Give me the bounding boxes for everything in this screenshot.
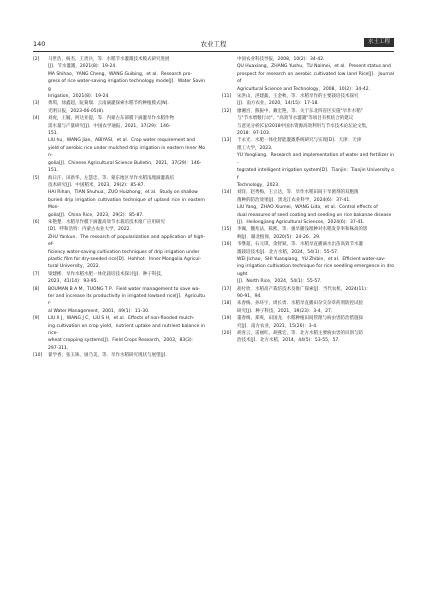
- reference-line: 溉栽培技术[J]．北方水稻，2024，54(1)：55-57．: [237, 249, 342, 255]
- reference-line: ing cultivation on crop yield，nutrient uptake and nutrient balance in rice-: [48, 323, 205, 337]
- reference-number: [12]: [222, 108, 232, 114]
- reference-line: 菌种的防治效果[J]．黑龙江农业科学，2024(6)：37-41．: [237, 197, 354, 203]
- reference-entry: [222, 137, 394, 189]
- reference-line: 研究[J]．种子科技，2021，39(23)：3-4，27．: [237, 308, 336, 314]
- reference-line: 朱艳楚．水稻旱作膜下滴灌高效节水栽培技术推广应用研究: [48, 219, 165, 225]
- reference-line: ter and increase its productivity in irrigated lowland rice[J]．Agricultur-: [48, 294, 205, 307]
- reference-line: gress of rice water-saving irrigation technology mode[J]．Water Saving: [48, 79, 205, 92]
- reference-line: [J]．Heilongjiang Agricultural Sciences，2024(6)：37-41．: [237, 219, 368, 225]
- reference-line: golia[J]．China Rice，2023，29(2)：85-87．: [48, 212, 147, 218]
- reference-entry: [33, 175, 205, 219]
- reference-number: [14]: [222, 190, 232, 196]
- reference-line: tural University，2022．: [48, 264, 104, 270]
- reference-number: [17]: [222, 286, 232, 292]
- reference-line: 需水量与产量研究[J]．中国农学通报，2021，37(29)：146-: [48, 123, 171, 129]
- reference-number: [15]: [222, 227, 232, 233]
- reference-line: 151．: [48, 168, 62, 174]
- reference-line: dual measures of seed coating and seeding on rice bakanae disease: [237, 212, 392, 218]
- section-badge: 水土工程: [364, 38, 394, 47]
- reference-entry: [222, 108, 394, 138]
- reference-line: 胡付欣．水稻高产栽培技术及推广探索[J]．当代农机，2024(11)：: [237, 286, 371, 292]
- reference-line: 297-311．: [48, 345, 72, 351]
- reference-line: 理工大学，2023．: [237, 145, 276, 151]
- reference-entry: [222, 241, 394, 285]
- reference-line: 李佩，魏兆法，陈熙，等．强旱播浅埋种对水稻发芽率和株高的影: [237, 227, 368, 233]
- reference-number: [18]: [222, 301, 232, 307]
- reference-entry: [222, 189, 394, 226]
- reference-line: BOUMAN B A M，TUONG T P．Field water management to save wa-: [48, 286, 200, 292]
- reference-line: 技术研究[J]．中国稻米，2023，29(2)：85-87．: [48, 182, 148, 188]
- reference-line: 胡喜云，雷丽红，胡燕宏，等．北方水稻主要病虫害的识别与防: [237, 331, 363, 337]
- reference-entry: [222, 286, 394, 301]
- reference-line: 于永光．水肥一体化智能灌溉系统研究与实现[D]．天津：天津: [237, 138, 361, 144]
- reference-line: 韦继超，石元琪，余智斌，等．水稻旱直播滴水出苗高效节水灌: [237, 242, 363, 248]
- reference-number: [8]: [33, 286, 40, 292]
- reference-number: [2]: [33, 57, 40, 62]
- reference-line: yield of aerobic rice under mulched drip irrigation in eastern Inner Mon-: [48, 145, 206, 159]
- reference-line: 与意见分析[C]//2018中国水资源高效利用与节水技术论坛论文集，: [237, 123, 371, 129]
- reference-entry: [33, 271, 205, 286]
- reference-line: 90-91，94．: [237, 294, 265, 299]
- reference-entry: [33, 100, 205, 115]
- reference-line: prospect for research on aerobic cultivated low land Rice[J]．Journal of: [237, 71, 394, 85]
- reference-line: wheat cropping systems[J]．Field Crops Research，2003，83(3)：: [48, 338, 197, 344]
- reference-line: 黄琪，徐鑫超，阮菊瑞．云南滴灌探索水稻节约种植模式[N]．: [48, 101, 172, 107]
- reference-entry: [222, 93, 394, 108]
- reference-number: [20]: [222, 331, 232, 337]
- reference-number: [4]: [33, 116, 40, 122]
- reference-line: YU Yongliang．Research and implementation of water and fertilizer in-: [237, 153, 394, 166]
- reference-number: [19]: [222, 316, 232, 322]
- reference-number: [9]: [33, 316, 40, 322]
- page-header: [33, 38, 394, 50]
- reference-line: 宋洪山，洪建蔬，王金秋，等．水稻旱作的主要栽培技术探究: [237, 94, 359, 100]
- reference-line: [D]．呼和浩特：内蒙古农业大学，2022．: [48, 227, 134, 233]
- reference-line: 刘虎，王毓，阿达亚提，等．内蒙古东部膜下滴灌旱作水稻作物: [48, 116, 174, 122]
- reference-number: [16]: [222, 242, 232, 248]
- reference-line: tegrated intelligent irrigation system[D]．Tianjin：Tianjin University of: [237, 168, 394, 181]
- reference-line: 2023，41(14)：93-95．: [48, 279, 101, 285]
- reference-line: LIU hu，WANG Jian，ABIYASI，et al．Crop water requirement and: [48, 138, 195, 144]
- reference-line: 治技术[J]．北方水稻，2014，44(5)：53-55，57．: [237, 338, 343, 344]
- reference-line: golia[J]．Chinese Agricultural Science Bulletin，2021，37(29)：146-: [48, 160, 202, 166]
- header-rule: [33, 51, 394, 52]
- reference-line: buried drip irrigation cultivation technique of upland rice in eastern Mon-: [48, 197, 205, 211]
- reference-line: 朱春梅，孙环宇，周长勇．水稻旱直播田杂交杂草药剂防控试验: [237, 301, 363, 307]
- reference-line: QU Huaxiang，ZHANG Yushu，TU Naimei，et al．Present status and: [237, 64, 391, 70]
- reference-line: 刘洋，赵秀梅，王立达，等．旱作水稻田间干旱菌剂的双胞菌: [237, 190, 359, 196]
- reference-number: [11]: [222, 94, 232, 100]
- reference-entry: [33, 286, 205, 316]
- reference-line: 董春梅，郑爽，田国龙．水稻种植田间管理与病虫害防治措施探: [237, 316, 363, 322]
- reference-line: 151．: [48, 131, 62, 137]
- reference-list-right: [222, 56, 394, 345]
- reference-line: Technology，2023．: [237, 182, 283, 188]
- reference-line: MA Shihao，YANG Cheng，WANG Guibing，et al．Research pro-: [48, 71, 193, 77]
- reference-line: 马世浩，杨杰，王贵兵，等．水稻节水灌溉技术模式研究进展: [48, 57, 170, 62]
- reference-number: [5]: [33, 175, 40, 181]
- reference-line: [J]．North Rice，2024，54(1)：55-57．: [237, 279, 325, 285]
- reference-line: Irrigation，2021(8)：19-24: [48, 94, 109, 100]
- reference-entry: [33, 56, 205, 100]
- reference-line: 梁建彬．旱作水稻水肥一体化栽培技术探讨[J]．种子科技，: [48, 271, 166, 277]
- reference-entry: [222, 300, 394, 315]
- reference-line: Agricultural Science and Technology，2008，10(2)：34-42．: [237, 86, 374, 92]
- reference-line: [J]．南方农业，2020，14(15)：17-18．: [237, 101, 322, 107]
- reference-line: 光明日报，2023-06-05(8)．: [48, 108, 108, 114]
- reference-entry: [222, 226, 394, 241]
- reference-line: 响[J]．湖北植保，2020(5)：24-26．29．: [237, 234, 324, 240]
- reference-line: ZHU Yankun．The research of popularization and application of high-ef-: [48, 234, 205, 248]
- reference-line: al Water Management，2001，49(1)：11-30．: [48, 308, 153, 314]
- reference-line: ficiency water-saving cultivation techniques of drip irrigation under: [48, 249, 200, 255]
- reference-line: LIU Yang，ZHAO Xiumei，WANG Lida，et al．Control effects of: [237, 205, 378, 211]
- reference-line: 廖湘宫，熊振中，戴宏艳，等．关于东北四省区实施"旱作水稻": [237, 108, 363, 114]
- reference-line: [J]．节水灌溉，2021(8)：19-24．: [48, 64, 120, 70]
- reference-entry: [33, 352, 205, 359]
- reference-number: [7]: [33, 271, 40, 277]
- reference-line: ing irrigation cultivation technique for rice seedling emergence in drought: [237, 264, 394, 277]
- reference-number: [10]: [33, 353, 43, 359]
- reference-line: 2018：97-103．: [237, 131, 274, 137]
- reference-line: 与"节水增粮行动"、"高效节水灌溉"等项目有机结合的建议: [237, 116, 354, 122]
- reference-entry: [222, 315, 394, 330]
- reference-line: 究[J]．南方农业，2021，15(26)：3-4．: [237, 323, 321, 329]
- reference-number: [3]: [33, 101, 40, 107]
- reference-line: WEI Jichao，SHI Yuanqiang，YU Zhibin，et al．Efficient water-sav-: [237, 256, 386, 262]
- reference-entry: [222, 56, 394, 93]
- reference-entry: [33, 315, 205, 352]
- reference-line: 中国农业科技导报，2008，10(2)：34-42．: [237, 57, 328, 62]
- reference-list-left: [33, 56, 205, 360]
- page-number: 140: [33, 40, 46, 48]
- reference-entry: [222, 330, 394, 345]
- reference-entry: [33, 115, 205, 174]
- reference-number: [13]: [222, 138, 232, 144]
- reference-number: [6]: [33, 219, 40, 225]
- reference-line: 海日汗，田新华，左慧忠，等．蒙东地区旱作水稻浅埋滴灌栽培: [48, 175, 174, 181]
- reference-line: 翟学香，张玉铢，屠乃美，等．旱作水稻研究现状与展望[J]．: [48, 353, 170, 359]
- reference-entry: [33, 219, 205, 271]
- reference-line: HAI Rihan，TIAN Shuhua，ZUO Huizhong，et al．Study on shallow: [48, 190, 198, 196]
- reference-line: plastic film for dry-seeded rice[D]．Hohhot：Inner Mongolia Agricul-: [48, 256, 202, 262]
- journal-title: 农业工程: [200, 40, 227, 48]
- reference-line: LIU X J，WANG J C，LIU S H，et al．Effects of non-flooded mulch-: [48, 316, 195, 322]
